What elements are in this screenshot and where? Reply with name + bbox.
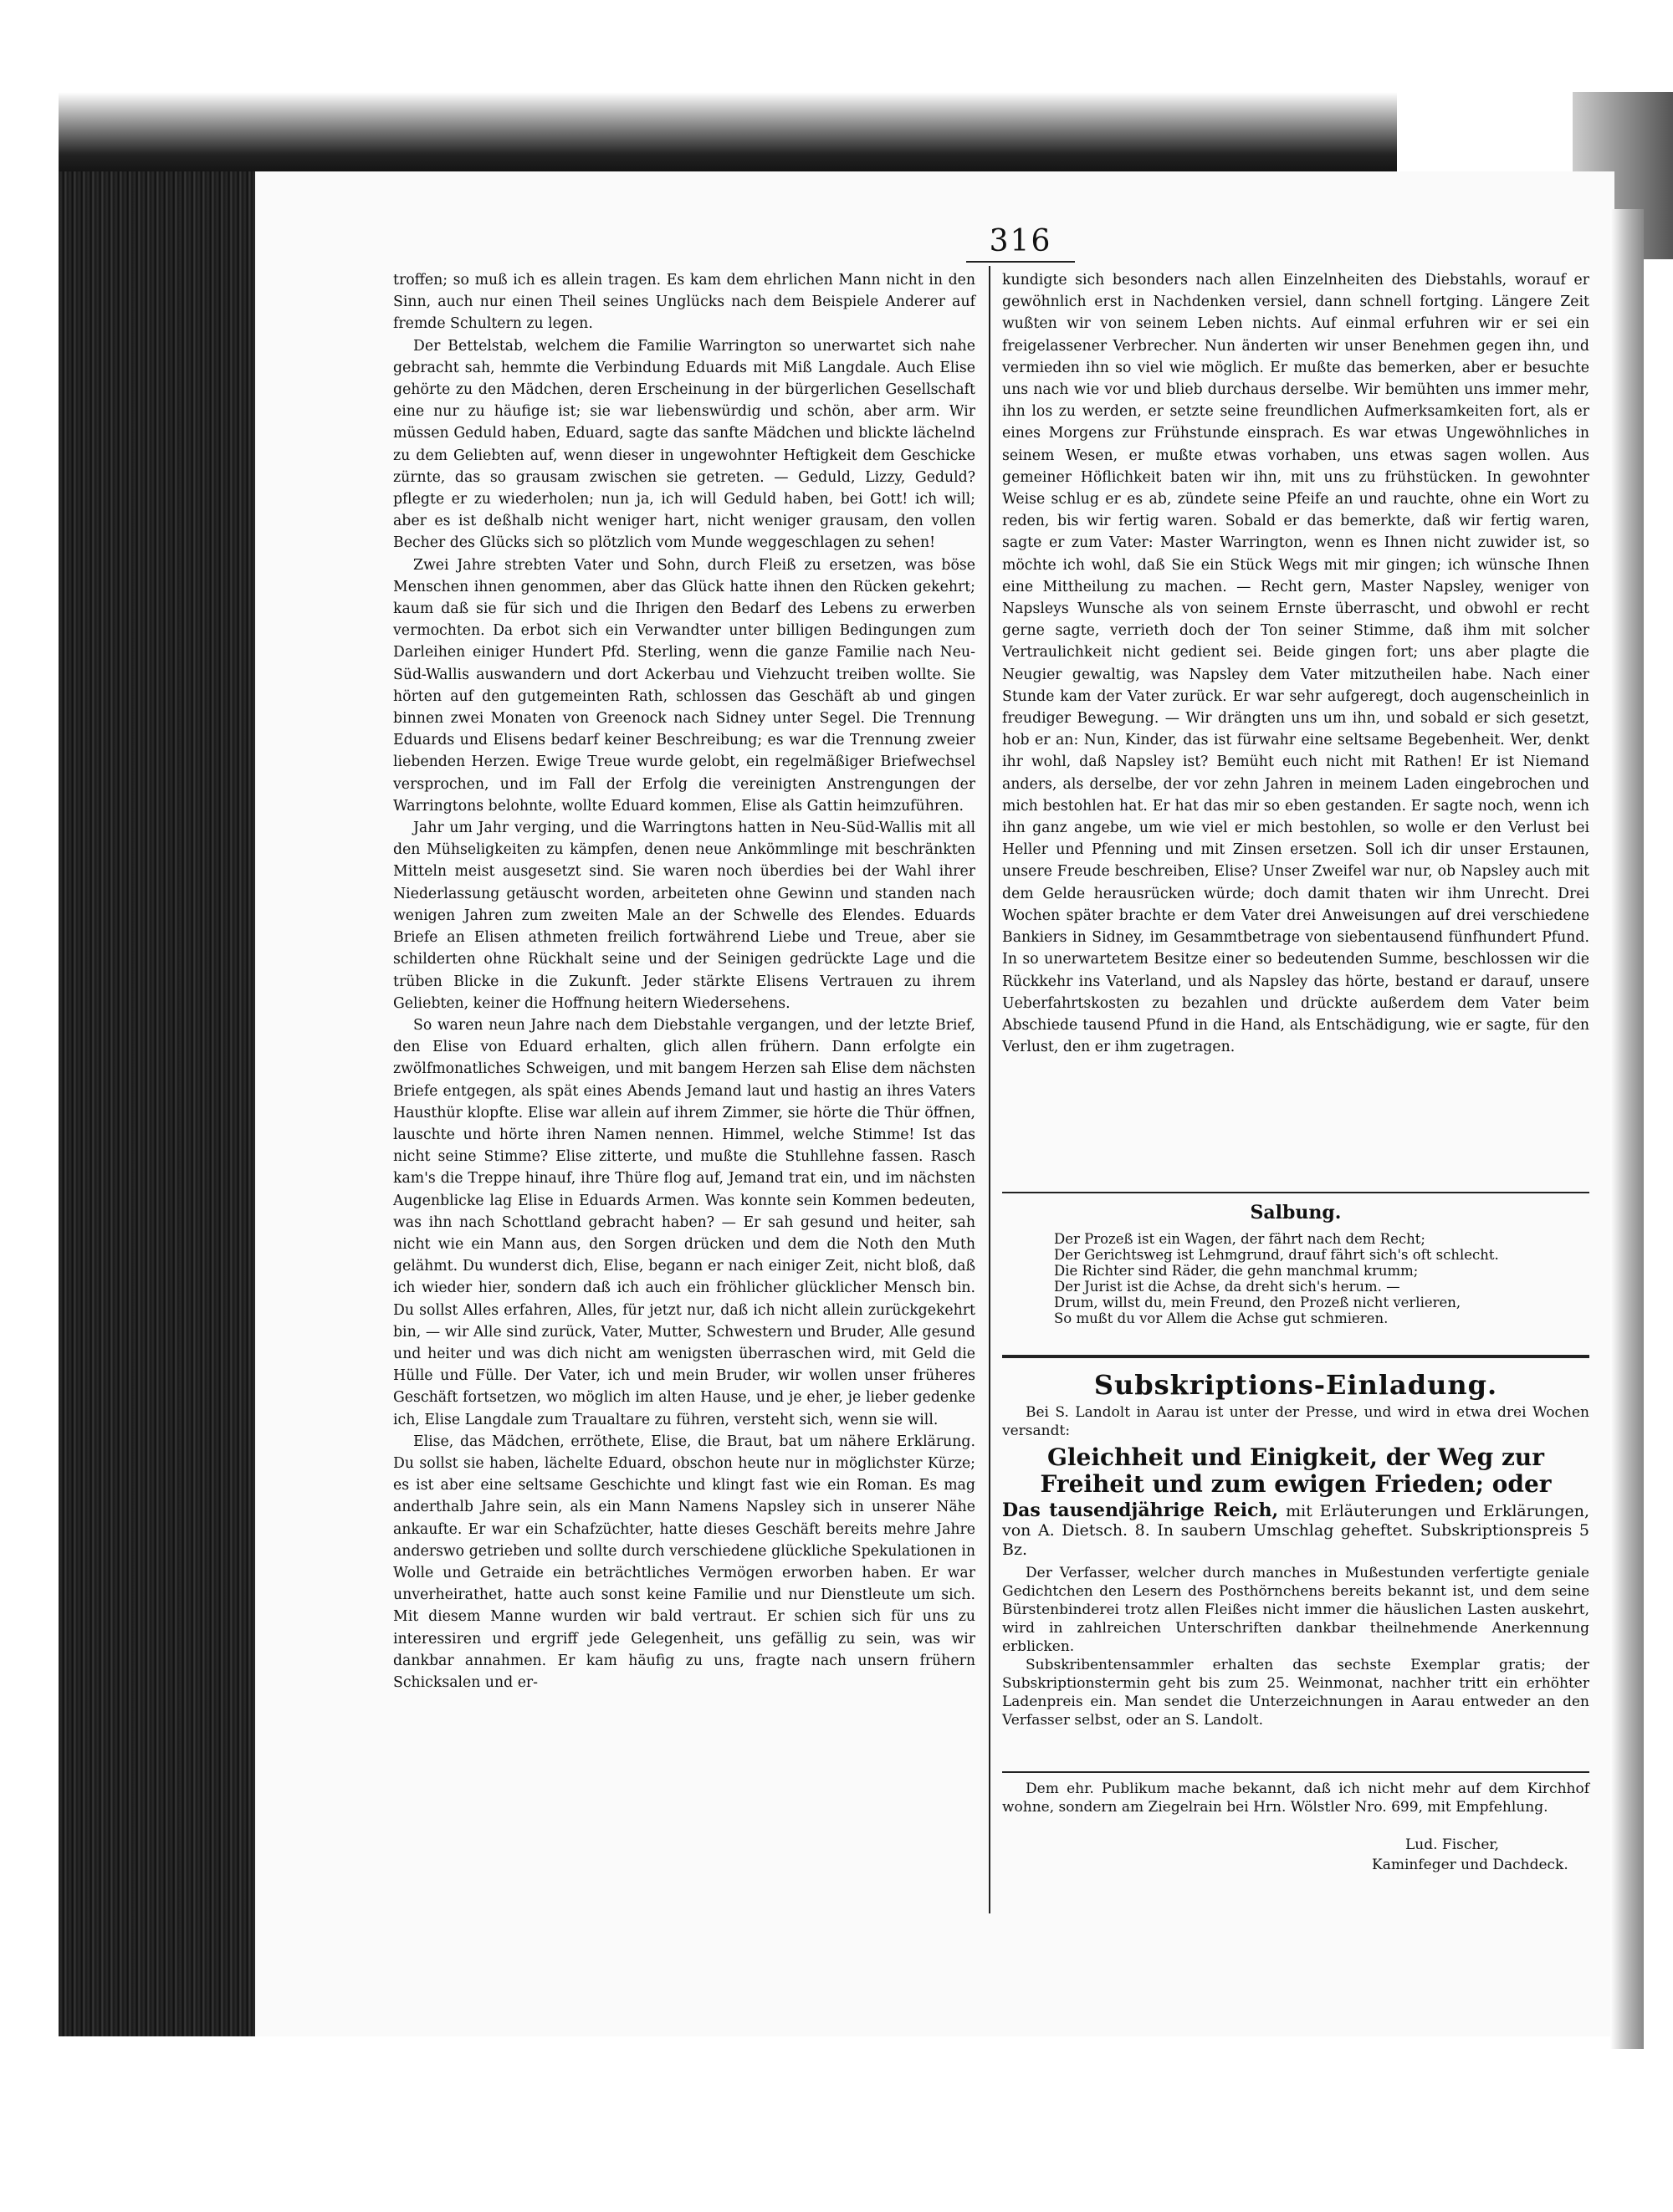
paragraph: So waren neun Jahre nach dem Diebstahle vergangen, und der letzte Brief, den Elise von Eduard erhalten, glich allen frühern. Dann erfolgte ein zwölfmonatliches Schweigen, und mit bangem Herzen sah Elise dem nächsten Briefe entgegen, als spät eines Abends Jemand laut und hastig an ihres Vaters Hausthür klopfte. Elise war allein auf ihrem Zimmer, sie hörte die Thür öffnen, lauschte und hörte ihren Namen nennen. Himmel, welche Stimme! Ist das nicht seine Stimme? Elise zitterte, und mußte die Stuhllehne fassen. Rasch kam's die Treppe hinauf, ihre Thüre flog auf, Jemand trat ein, und im nächsten Augenblicke lag Elise in Eduards Armen. Was konnte sein Kommen bedeuten, was ihn nach Schottland gebracht haben? — Er sah gesund und heiter, sah nicht wie ein Mann aus, den Sorgen drücken und dem die Noth den Muth gelähmt. Du wunderst dich, Elise, begann er nach einiger Zeit, nicht bloß, daß ich wieder hier, sondern daß ich auch ein fröhlicher glücklicher Mensch bin. Du sollst Alles erfahren, Alles, für jetzt nur, daß ich nicht allein zurückgekehrt bin, — wir Alle sind zurück, Vater, Mutter, Schwestern und Bruder, Alle gesund und heiter und was dich nicht am wenigsten überraschen wird, mit Geld die Hülle und Fülle. Der Vater, ich und mein Bruder, wir wollen unser früheres Geschäft fortsetzen, wo möglich im alten Hause, und je eher, je lieber gedenke ich, Elise Langdale zum Traualtare zu führen, versteht sich, wenn sie will. bbox=[393, 1016, 975, 1428]
poem-line: Drum, willst du, mein Freund, den Prozeß nicht verlieren, bbox=[1054, 1295, 1461, 1310]
paragraph: Zwei Jahre strebten Vater und Sohn, durch Fleiß zu ersetzen, was böse Menschen ihnen genommen, aber das Glück hatte ihnen den Rücken gekehrt; kaum daß sie für sich und die Ihrigen den Bedarf des Lebens zu erwerben vermochten. Da erbot sich ein Verwandter unter billigen Bedingungen zum Darleihen einiger Hundert Pfd. Sterling, wenn die ganze Familie nach Neu-Süd-Wallis auswandern und dort Ackerbau und Viehzucht treiben wollte. Sie hörten auf den gutgemeinten Rath, schlossen das Geschäft ab und gingen binnen zwei Monaten von Greenock nach Sidney unter Segel. Die Trennung Eduards und Elisens bedarf keiner Beschreibung; es war die Trennung zweier liebenden Herzen. Ewige Treue wurde gelobt, ein regelmäßiger Briefwechsel versprochen, und im Fall der Erfolg die vereinigten Anstrengungen der Warringtons belohnte, wollte Eduard kommen, Elise als Gattin heimzuführen. bbox=[393, 556, 975, 815]
ad-headline: Gleichheit und Einigkeit, der Weg zur Freiheit und zum ewigen Frieden; oder bbox=[1040, 1443, 1552, 1498]
poem-line: Der Gerichtsweg ist Lehmgrund, drauf fährt sich's oft schlecht. bbox=[1054, 1247, 1499, 1263]
poem-line: Der Prozeß ist ein Wagen, der fährt nach dem Recht; bbox=[1054, 1231, 1425, 1247]
ad-title: Subskriptions-Einladung. bbox=[1093, 1369, 1498, 1401]
ad-paragraph: Der Verfasser, welcher durch manches in Mußestunden verfertigte geniale Gedichtchen den Lesern des Posthörnchens bereits bekannt ist, und dem seine Bürstenbinderei trotz allen Fleißes nicht immer die häuslichen Lasten auskehrt, wird in zahlreichen Unterschriften dankbar theilnehmende Anerkennung erblicken. bbox=[1002, 1565, 1589, 1655]
rule-above-ad bbox=[1002, 1355, 1589, 1358]
ad-subtitle-bold: Das tausendjährige Reich, bbox=[1002, 1499, 1279, 1521]
column-divider bbox=[989, 266, 990, 1913]
notice bbox=[1002, 1780, 1589, 1816]
poem bbox=[1054, 1231, 1589, 1326]
right-column bbox=[1002, 269, 1589, 1058]
paragraph: Der Bettelstab, welchem die Familie Warrington so unerwartet sich nahe gebracht sah, hemmte die Verbindung Eduards mit Miß Langdale. Auch Elise gehörte zu den Mädchen, deren Erscheinung in der bürgerlichen Gesellschaft eine nur zu häufige ist; sie war liebenswürdig und schön, aber arm. Wir müssen Geduld haben, Eduard, sagte das sanfte Mädchen und blickte lächelnd zu dem Geliebten auf, wenn dieser in ungewohnter Heftigkeit dem Geschicke zürnte, das so grausam zwischen sie getreten. — Geduld, Lizzy, Geduld? pflegte er zu wiederholen; nun ja, ich will Geduld haben, bei Gott! ich will; aber es ist deßhalb nicht weniger hart, nicht weniger grausam, den vollen Becher des Glücks sich so plötzlich vom Munde weggeschlagen zu sehen! bbox=[393, 337, 975, 552]
book-top-shadow bbox=[59, 92, 1397, 176]
ad-intro-text: Bei S. Landolt in Aarau ist unter der Presse, und wird in etwa drei Wochen versandt: bbox=[1002, 1404, 1589, 1439]
ad-paragraphs bbox=[1002, 1564, 1589, 1729]
page-number: 316 bbox=[989, 224, 1052, 258]
ad-intro bbox=[1002, 1403, 1589, 1440]
paragraph: kundigte sich besonders nach allen Einzelnheiten des Diebstahls, worauf er gewöhnlich erst in Nachdenken versiel, dann schnell fortging. Längere Zeit wußten wir von seinem Leben nichts. Auf einmal erfuhren wir er sei ein freigelassener Verbrecher. Nun änderten wir unser Benehmen gegen ihn, und vermieden ihn so viel wie möglich. Er mußte das bemerken, aber er besuchte uns nach wie vor und blieb durchaus derselbe. Wir bemühten uns immer mehr, ihn los zu werden, er setzte seine freundlichen Aufmerksamkeiten fort, als er eines Morgens zur Frühstunde einsprach. Es war etwas Ungewöhnliches in seinem Wesen, er mußte etwas vorhaben, uns etwas sagen wollen. Aus gemeiner Höflichkeit baten wir ihn, mit uns zu frühstücken. In gewohnter Weise schlug er es ab, zündete seine Pfeife an und rauchte, ohne ein Wort zu reden, bis wir fertig waren. Sobald er das bemerkte, daß wir fertig waren, sagte er zum Vater: Master Warrington, wenn es Ihnen nicht zuwider ist, so möchte ich wohl, daß Sie ein Stück Wegs mit mir gingen; ich wünsche Ihnen eine Mittheilung zu machen. — Recht gern, Master Napsley, weniger von Napsleys Wunsche als von seinem Ernste überrascht, und obwohl er recht gerne sagte, verrieth doch der Ton seiner Stimme, daß ihm mit solcher Vertraulichkeit nicht gedient sei. Beide gingen fort; uns aber plagte die Neugier gewaltig, was Napsley dem Vater mitzutheilen habe. Nach einer Stunde kam der Vater zurück. Er war sehr aufgeregt, doch augenscheinlich in freudiger Bewegung. — Wir drängten uns um ihn, und sobald er sich gesetzt, hob er an: Nun, Kinder, das ist fürwahr eine seltsame Begebenheit. Wer, denkt ihr wohl, daß Napsley ist? Bemüht euch nicht mit Rathen! Er ist Niemand anders, als derselbe, der vor zehn Jahren in meinem Laden eingebrochen und mich bestohlen hat. Er hat das mir so eben gestanden. Er sagte noch, wenn ich ihn ganz angebe, um wie viel er mich bestohlen, so wolle er den Verlust bei Heller und Pfenning und mit Zinsen ersetzen. Soll ich dir unser Erstaunen, unsere Freude beschreiben, Elise? Unser Zweifel war nur, ob Napsley auch mit dem Gelde herausrücken würde; doch damit thaten wir ihm Unrecht. Drei Wochen später brachte er dem Vater drei Anweisungen auf drei verschiedene Bankiers in Sidney, im Gesammtbetrage von siebentausend fünfhundert Pfund. In so unerwartetem Besitze einer so bedeutenden Summe, beschlossen wir die Rückkehr ins Vaterland, und als Napsley das hörte, bestand er darauf, unsere Ueberfahrtskosten zu bezahlen und drückte außerdem dem Vater beim Abschiede tausend Pfund in die Hand, als Entschädigung, wie er sagte, für den Verlust, den er ihm zugetragen. bbox=[1002, 272, 1589, 1056]
poem-line: Der Jurist ist die Achse, da dreht sich's herum. — bbox=[1054, 1279, 1400, 1295]
ad-subtitle-rest: mit Erläuterungen und Erklärungen, von A. Dietsch. 8. In saubern Umschlag geheftet. Subskriptionspreis 5 Bz. bbox=[1002, 1502, 1589, 1559]
left-column bbox=[393, 269, 975, 1693]
notice-name: Lud. Fischer, bbox=[1405, 1837, 1500, 1853]
poem-title: Salbung. bbox=[1250, 1202, 1342, 1223]
poem-line: Die Richter sind Räder, die gehn manchmal krumm; bbox=[1054, 1263, 1419, 1279]
ad-paragraph: Subskribentensammler erhalten das sechste Exemplar gratis; der Subskriptionstermin geht bis zum 25. Weinmonat, nachher tritt ein erhöhter Ladenpreis ein. Man sendet die Unterzeichnungen in Aarau entweder an den Verfasser selbst, oder an S. Landolt. bbox=[1002, 1657, 1589, 1729]
paragraph: troffen; so muß ich es allein tragen. Es kam dem ehrlichen Mann nicht in den Sinn, auch nur einen Theil seines Unglücks nach dem Beispiele Anderer auf fremde Schultern zu legen. bbox=[393, 272, 975, 333]
page-number-rule bbox=[966, 261, 1075, 263]
paragraph: Elise, das Mädchen, erröthete, Elise, die Braut, bat um nähere Erklärung. Du sollst sie haben, lächelte Eduard, obschon heute nur in möglichster Kürze; es ist aber eine seltsame Geschichte und klingt fast wie ein Roman. Es mag anderthalb Jahre sein, als ein Mann Namens Napsley sich in unserer Nähe ankaufte. Er war ein Schafzüchter, hatte dieses Geschäft bereits mehre Jahre anderswo getrieben und sollte durch verschiedene glückliche Spekulationen in Wolle und Getraide ein beträchtliches Vermögen erworben haben. Er war unverheirathet, hatte auch sonst keine Familie und nur Dienstleute um sich. Mit diesem Manne wurden wir bald vertraut. Er schien sich für uns zu interessiren und ergriff jede Gelegenheit, uns gefällig zu sein, was wir dankbar annahmen. Er kam häufig zu uns, fragte nach unsern frühern Schicksalen und er- bbox=[393, 1433, 975, 1691]
rule-above-notice bbox=[1002, 1771, 1589, 1773]
notice-text: Dem ehr. Publikum mache bekannt, daß ich nicht mehr auf dem Kirchhof wohne, sondern am Ziegelrain bei Hrn. Wölstler Nro. 699, mit Empfehlung. bbox=[1002, 1780, 1589, 1816]
paragraph: Jahr um Jahr verging, und die Warringtons hatten in Neu-Süd-Wallis mit all den Mühseligkeiten zu kämpfen, denen neue Ankömmlinge mit beschränkten Mitteln meist ausgesetzt sind. Sie waren noch überdies bei der Wahl ihrer Niederlassung getäuscht worden, arbeiteten ohne Gewinn und standen nach wenigen Jahren zum zweiten Male an der Schwelle des Elendes. Eduards Briefe an Elisen athmeten freilich fortwährend Liebe und Treue, aber sie schilderten ohne Rückhalt seine und der Seinigen gedrückte Lage und die trüben Blicke in die Zukunft. Jeder stärkte Elisens Vertrauen zu ihrem Geliebten, keiner die Hoffnung heitern Wiedersehens. bbox=[393, 820, 975, 1012]
book-right-shadow bbox=[1610, 209, 1644, 2049]
rule-above-poem bbox=[1002, 1192, 1589, 1193]
book-page-edges bbox=[59, 171, 255, 2036]
notice-profession: Kaminfeger und Dachdeck. bbox=[1372, 1857, 1568, 1873]
poem-line: So mußt du vor Allem die Achse gut schmieren. bbox=[1054, 1310, 1389, 1326]
ad-subtitle bbox=[1002, 1501, 1589, 1560]
